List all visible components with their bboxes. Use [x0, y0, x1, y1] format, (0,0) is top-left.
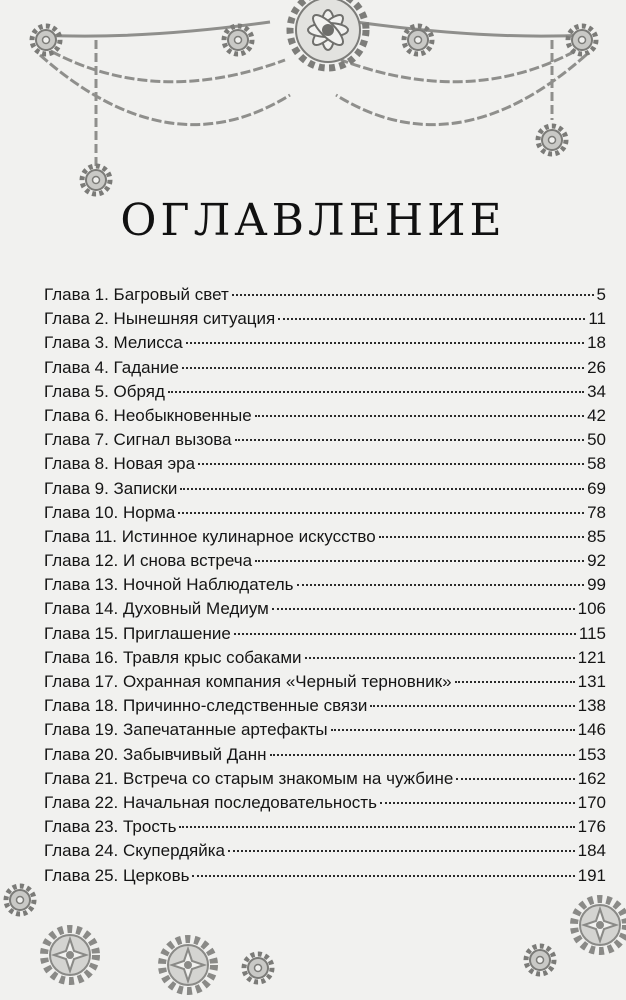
page-number: 11 — [588, 309, 606, 329]
page-title: ОГЛАВЛЕНИЕ — [120, 195, 506, 246]
toc-entry[interactable] — [44, 718, 606, 742]
toc-entry[interactable] — [44, 767, 606, 791]
page-number: 92 — [587, 551, 606, 571]
dot-leader — [178, 511, 584, 514]
dot-leader — [255, 559, 584, 562]
page-number: 121 — [577, 647, 606, 667]
toc-entry[interactable] — [44, 380, 606, 404]
chapter-title: Глава 8. Новая эра — [44, 454, 196, 474]
chapter-title: Глава 5. Обряд — [44, 381, 165, 401]
page-number: 131 — [577, 672, 606, 691]
dot-leader — [168, 390, 584, 393]
table-of-contents — [44, 283, 606, 888]
page-number: 26 — [587, 357, 606, 377]
toc-entry[interactable] — [44, 694, 606, 718]
gear-icon — [162, 939, 214, 991]
chapter-title: Глава 11. Истинное кулинарное искусство — [44, 526, 376, 546]
page-number: 146 — [577, 720, 606, 740]
dot-leader — [232, 293, 594, 296]
dot-leader — [272, 607, 575, 610]
page-number: 34 — [587, 381, 606, 401]
page-number: 42 — [587, 405, 606, 425]
dot-leader — [182, 366, 584, 369]
chapter-title: Глава 12. И снова встреча — [44, 551, 253, 571]
chapter-title: Глава 9. Записки — [44, 478, 178, 498]
toc-entry[interactable] — [44, 283, 606, 307]
toc-entry[interactable] — [44, 549, 606, 573]
dot-leader — [331, 728, 575, 731]
page-number: 170 — [577, 792, 606, 812]
chapter-title: Глава 13. Ночной Наблюдатель — [44, 575, 294, 595]
toc-entry[interactable] — [44, 356, 606, 380]
chapter-title: Глава 14. Духовный Медиум — [44, 599, 269, 619]
page-number: 99 — [587, 575, 606, 595]
page-number: 184 — [577, 841, 606, 861]
chapter-title: Глава 20. Забывчивый Данн — [44, 744, 267, 764]
chapter-title: Глава 25. Церковь — [44, 865, 190, 885]
page-number: 85 — [587, 526, 606, 546]
toc-entry[interactable] — [44, 670, 606, 694]
page-number: 115 — [578, 623, 606, 643]
chapter-title: Глава 1. Багровый свет — [44, 285, 229, 304]
dot-leader — [370, 704, 574, 707]
show-through-text — [40, 0, 600, 300]
toc-entry[interactable] — [44, 646, 606, 670]
dot-leader — [278, 317, 585, 320]
page-number: 78 — [587, 502, 606, 522]
toc-entry[interactable] — [44, 864, 606, 888]
page-number: 138 — [577, 696, 606, 716]
page-number: 162 — [577, 768, 606, 788]
dot-leader — [192, 874, 574, 877]
chapter-title: Глава 10. Норма — [44, 502, 176, 522]
page-number: 69 — [587, 478, 606, 498]
page-number: 5 — [596, 285, 606, 304]
chapter-title: Глава 2. Нынешняя ситуация — [44, 309, 276, 329]
chapter-title: Глава 19. Запечатанные артефакты — [44, 720, 328, 740]
page-number: 191 — [577, 865, 606, 885]
chapter-title: Глава 22. Начальная последовательность — [44, 792, 377, 812]
toc-entry[interactable] — [44, 404, 606, 428]
toc-entry[interactable] — [44, 428, 606, 452]
toc-entry[interactable] — [44, 525, 606, 549]
chapter-title: Глава 17. Охранная компания «Черный терновник» — [44, 672, 452, 691]
toc-entry[interactable] — [44, 815, 606, 839]
toc-entry[interactable] — [44, 791, 606, 815]
toc-entry[interactable] — [44, 477, 606, 501]
toc-entry[interactable] — [44, 307, 606, 331]
chapter-title: Глава 21. Встреча со старым знакомым на чужбине — [44, 768, 454, 788]
chapter-title: Глава 23. Трость — [44, 817, 177, 837]
page-number: 58 — [587, 454, 606, 474]
toc-entry[interactable] — [44, 331, 606, 355]
chapter-title: Глава 7. Сигнал вызова — [44, 430, 232, 450]
page-number: 153 — [577, 744, 606, 764]
gear-icon — [6, 886, 34, 914]
dot-leader — [234, 632, 576, 635]
dot-leader — [379, 535, 584, 538]
toc-entry[interactable] — [44, 573, 606, 597]
chapter-title: Глава 4. Гадание — [44, 357, 179, 377]
gear-icon — [574, 899, 626, 951]
toc-entry[interactable] — [44, 501, 606, 525]
gear-icon — [526, 946, 554, 974]
page-number: 106 — [577, 599, 606, 619]
chapter-title: Глава 24. Скупердяйка — [44, 841, 226, 861]
dot-leader — [235, 438, 584, 441]
chapter-title: Глава 3. Мелисса — [44, 333, 183, 353]
dot-leader — [255, 414, 584, 417]
dot-leader — [180, 487, 584, 490]
dot-leader — [228, 849, 575, 852]
chapter-title: Глава 16. Травля крыс собаками — [44, 647, 302, 667]
dot-leader — [198, 462, 584, 465]
page-number: 50 — [587, 430, 606, 450]
dot-leader — [380, 801, 575, 804]
dot-leader — [270, 753, 575, 756]
toc-entry[interactable] — [44, 597, 606, 621]
toc-entry[interactable] — [44, 839, 606, 863]
dot-leader — [186, 341, 584, 344]
dot-leader — [455, 680, 575, 683]
toc-entry[interactable] — [44, 622, 606, 646]
chapter-title: Глава 6. Необыкновенные — [44, 405, 252, 425]
gear-icon — [244, 954, 272, 982]
page-number: 18 — [587, 333, 606, 353]
page-number: 176 — [577, 817, 606, 837]
chapter-title: Глава 15. Приглашение — [44, 623, 231, 643]
gear-icon — [44, 929, 96, 981]
chapter-title: Глава 18. Причинно-следственные связи — [44, 696, 368, 716]
dot-leader — [179, 825, 574, 828]
toc-entry[interactable] — [44, 743, 606, 767]
dot-leader — [456, 777, 574, 780]
dot-leader — [305, 656, 575, 659]
dot-leader — [297, 583, 585, 586]
toc-entry[interactable] — [44, 452, 606, 476]
